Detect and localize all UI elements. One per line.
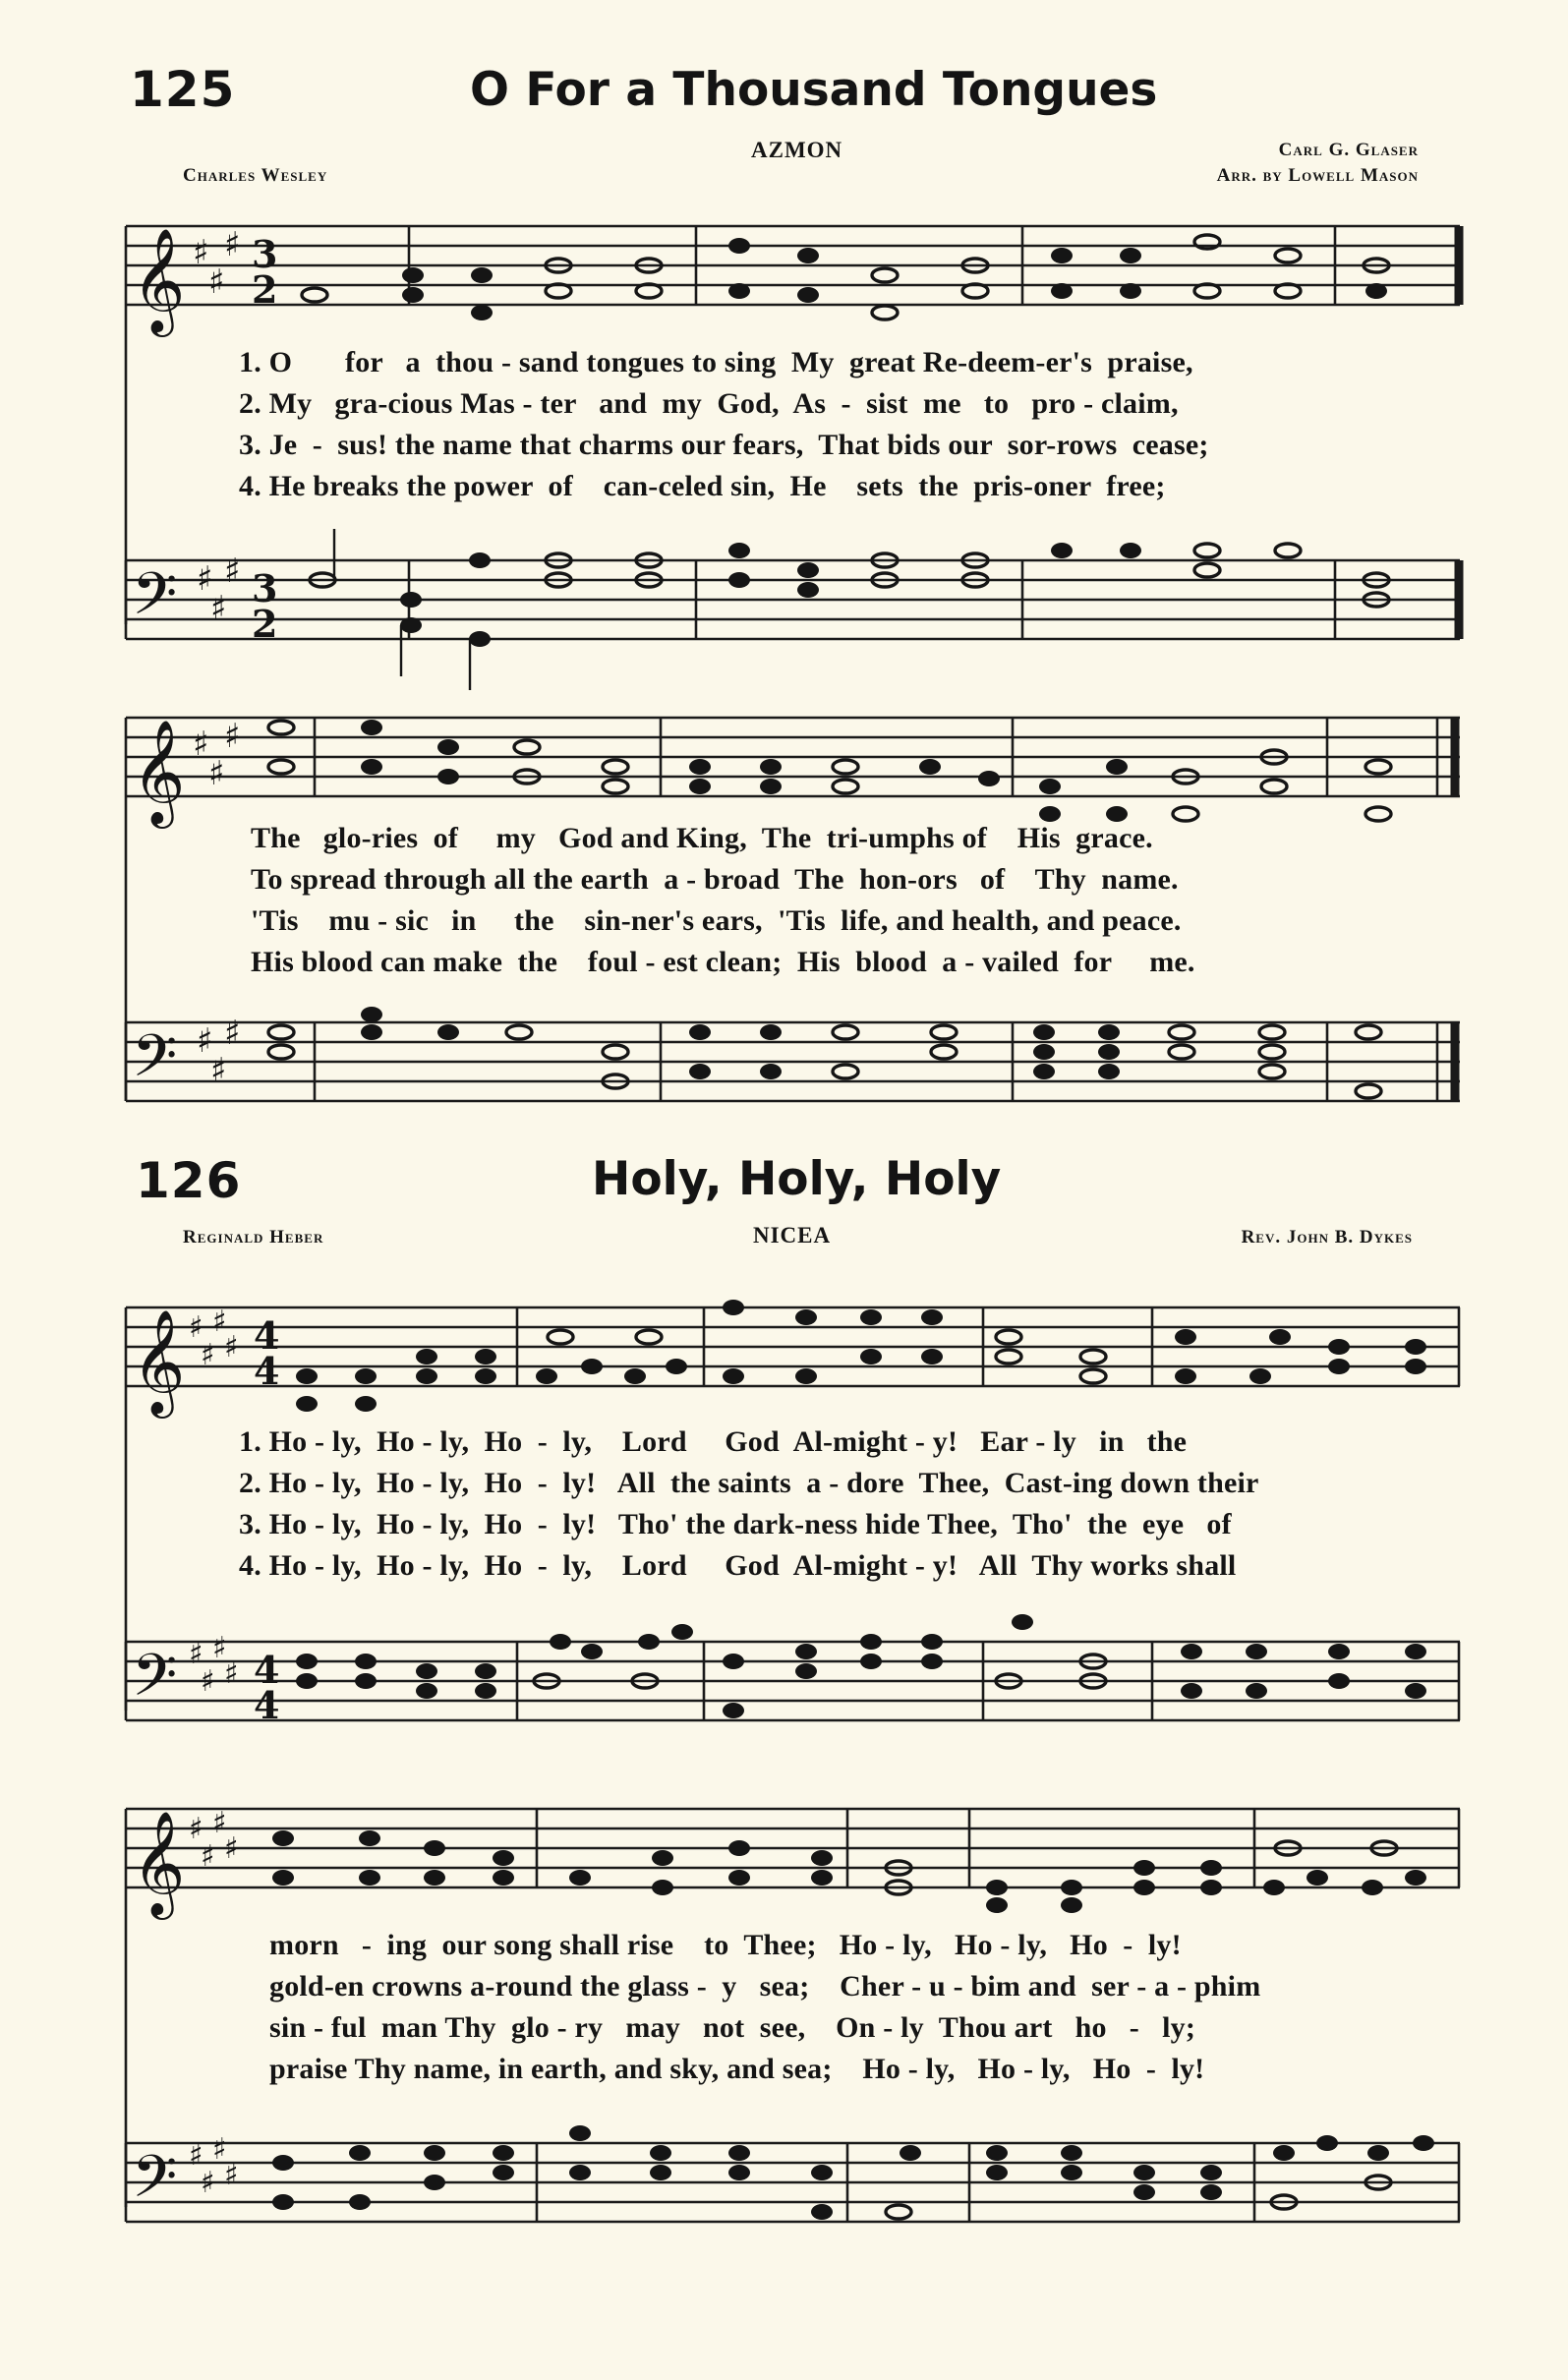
svg-text:4: 4 [254,1648,280,1692]
svg-text:♯: ♯ [210,589,227,628]
svg-text:♯: ♯ [197,1021,213,1061]
verse-line: 2. Ho - ly, Ho - ly, Ho - ly! All the saints a - dore Thee, Cast-ing down their [239,1467,1259,1499]
hymn-number: 125 [130,61,236,118]
words-credit: Charles Wesley [183,165,328,186]
svg-text:4: 4 [254,1349,280,1393]
svg-text:♯: ♯ [224,225,241,264]
svg-text:♯: ♯ [201,1839,215,1874]
treble-clef-icon: 𝄞 [132,227,186,332]
svg-text:♯: ♯ [224,1014,241,1053]
svg-text:2: 2 [252,267,278,312]
svg-text:♯: ♯ [197,559,213,599]
treble-staff [0,1779,1568,1927]
bass-staff [0,993,1568,1140]
verse-line: To spread through all the earth a - broad The hon-ors of Thy name. [251,863,1179,896]
svg-text:♯: ♯ [224,551,241,591]
svg-text:♯: ♯ [210,1051,227,1090]
treble-staff [0,1278,1568,1425]
svg-text:♯: ♯ [224,2158,239,2192]
svg-text:♯: ♯ [201,1338,215,1372]
verse-line: sin - ful man Thy glo - ry may not see, On - ly Thou art ho - ly; [269,2011,1196,2044]
hymn-number: 126 [136,1152,242,1209]
verse-line: 1. Ho - ly, Ho - ly, Ho - ly, Lord God Al-might - y! Ear - ly in the [239,1425,1188,1458]
verse-line: 'Tis mu - sic in the sin-ner's ears, 'Tis life, and health, and peace. [251,904,1182,937]
verse-line: The glo-ries of my God and King, The tri-umphs of His grace. [251,822,1153,854]
svg-text:♯: ♯ [224,1330,239,1364]
bass-clef-icon: 𝄢 [132,1021,178,1104]
svg-text:♯: ♯ [208,262,225,302]
verse-line: praise Thy name, in earth, and sky, and sea; Ho - ly, Ho - ly, Ho - ly! [269,2053,1205,2085]
tune-name: NICEA [753,1223,832,1248]
verse-line: gold-en crowns a-round the glass - y sea; Cher - u - bim and ser - a - phim [269,1970,1261,2003]
svg-text:♯: ♯ [189,1310,203,1345]
bass-clef-icon: 𝄢 [132,559,178,642]
treble-staff [0,688,1568,836]
arranger-credit: Arr. by Lowell Mason [1216,165,1419,186]
svg-text:♯: ♯ [189,1812,203,1846]
svg-text:♯: ♯ [193,725,209,764]
svg-text:♯: ♯ [201,1664,215,1699]
bass-staff [0,1612,1568,1760]
svg-text:♯: ♯ [212,2132,227,2167]
bass-clef-icon: 𝄢 [132,2142,178,2225]
hymn-title: O For a Thousand Tongues [470,63,1158,117]
verse-line: 1. O for a thou - sand tongues to sing My great Re-deem-er's praise, [239,346,1193,378]
svg-text:3: 3 [252,566,278,610]
words-credit: Reginald Heber [183,1227,324,1248]
treble-clef-icon: 𝄞 [132,719,186,824]
svg-text:♯: ♯ [212,1305,227,1339]
svg-text:♯: ♯ [189,1637,203,1671]
verse-line: 4. Ho - ly, Ho - ly, Ho - ly, Lord God Al-might - y! All Thy works shall [239,1549,1237,1582]
svg-text:4: 4 [254,1683,280,1727]
svg-text:♯: ♯ [224,1656,239,1691]
music-credit: Rev. John B. Dykes [1241,1227,1413,1248]
svg-text:♯: ♯ [224,1831,239,1866]
bass-staff [0,2114,1568,2261]
treble-clef-icon: 𝄞 [132,1810,186,1915]
verse-line: 4. He breaks the power of can-celed sin, He sets the pris-oner free; [239,470,1166,502]
svg-text:♯: ♯ [212,1631,227,1665]
svg-text:♯: ♯ [212,1806,227,1840]
tune-name: AZMON [751,138,843,162]
bass-clef-icon: 𝄢 [132,1641,178,1723]
svg-text:♯: ♯ [224,717,241,756]
svg-text:♯: ♯ [193,233,209,272]
verse-line: His blood can make the foul - est clean; His blood a - vailed for me. [251,946,1195,978]
verse-line: 2. My gra-cious Mas - ter and my God, As - sist me to pro - claim, [239,387,1179,420]
verse-line: 3. Ho - ly, Ho - ly, Ho - ly! Tho' the dark-ness hide Thee, Tho' the eye of [239,1508,1232,1540]
treble-clef-icon: 𝄞 [132,1308,186,1414]
svg-text:2: 2 [252,602,278,646]
verse-line: morn - ing our song shall rise to Thee; Ho - ly, Ho - ly, Ho - ly! [269,1929,1182,1961]
svg-text:♯: ♯ [189,2138,203,2173]
svg-text:♯: ♯ [201,2166,215,2200]
verse-line: 3. Je - sus! the name that charms our fears, That bids our sor-rows cease; [239,429,1209,461]
svg-text:♯: ♯ [208,754,225,793]
treble-staff [0,197,1568,344]
svg-text:3: 3 [252,232,278,276]
svg-text:4: 4 [254,1313,280,1358]
bass-staff [0,531,1568,678]
music-credit: Carl G. Glaser [1278,140,1419,160]
hymn-title: Holy, Holy, Holy [592,1152,1002,1206]
